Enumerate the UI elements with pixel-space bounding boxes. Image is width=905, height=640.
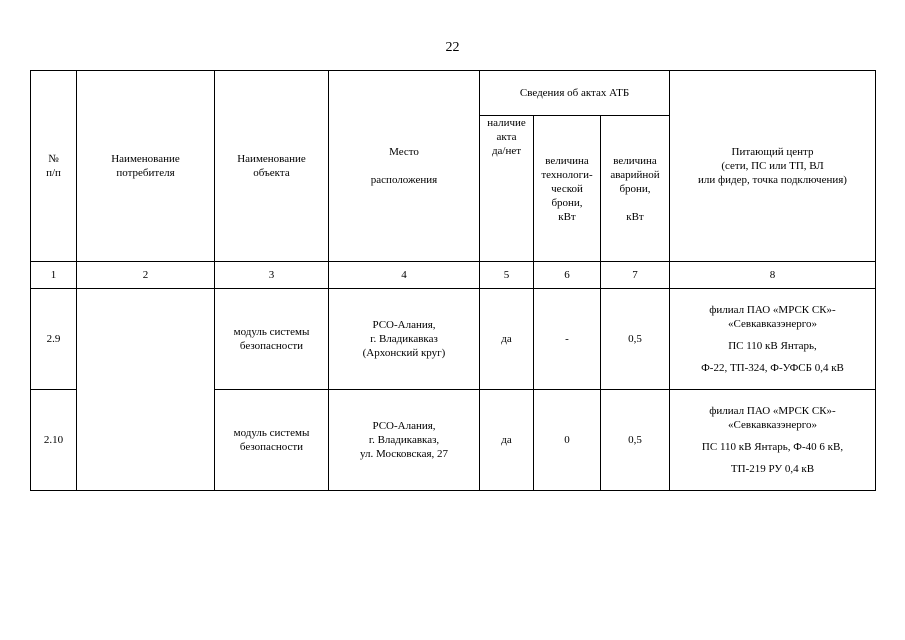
row-emergency-reserve: 0,5 [601, 390, 670, 491]
header-location: Место расположения [329, 71, 480, 262]
column-numbers-row [31, 262, 876, 289]
column-number: 8 [670, 262, 876, 289]
row-tech-reserve: 0 [534, 390, 601, 491]
row-emergency-reserve: 0,5 [601, 289, 670, 390]
column-number: 3 [215, 262, 329, 289]
column-number: 1 [31, 262, 77, 289]
column-number: 7 [601, 262, 670, 289]
row-power-center: филиал ПАО «МРСК СК»- «Севкавказэнерго» ПС 110 кВ Янтарь, Ф-22, ТП-324, Ф-УФСБ 0,4 кВ [670, 289, 876, 390]
header-object: Наименование объекта [215, 71, 329, 262]
row-no: 2.9 [31, 289, 77, 390]
row-location: РСО-Алания, г. Владикавказ (Архонский круг) [329, 289, 480, 390]
row-location: РСО-Алания, г. Владикавказ, ул. Московская, 27 [329, 390, 480, 491]
header-power-center: Питающий центр (сети, ПС или ТП, ВЛ или фидер, точка подключения) [670, 71, 876, 262]
row-act: да [480, 390, 534, 491]
header-emergency-reserve: величина аварийной брони, кВт [601, 116, 670, 262]
column-number: 5 [480, 262, 534, 289]
row-consumer [77, 289, 215, 491]
column-number: 6 [534, 262, 601, 289]
column-number: 4 [329, 262, 480, 289]
row-object: модуль системы безопасности [215, 390, 329, 491]
page-number: 22 [445, 40, 460, 55]
column-number: 2 [77, 262, 215, 289]
header-tech-reserve: величина технологи- ческой брони, кВт [534, 116, 601, 262]
header-consumer: Наименование потребителя [77, 71, 215, 262]
row-object: модуль системы безопасности [215, 289, 329, 390]
table-row [31, 289, 876, 390]
row-act: да [480, 289, 534, 390]
header-atb-group: Сведения об актах АТБ [480, 71, 670, 116]
atb-table [30, 70, 876, 491]
header-no: № п/п [31, 71, 77, 262]
row-tech-reserve: - [534, 289, 601, 390]
row-power-center: филиал ПАО «МРСК СК»- «Севкавказэнерго» ПС 110 кВ Янтарь, Ф-40 6 кВ, ТП-219 РУ 0,4 кВ [670, 390, 876, 491]
header-row-1 [31, 71, 876, 116]
row-no: 2.10 [31, 390, 77, 491]
header-act-presence: наличие акта да/нет [480, 116, 534, 262]
